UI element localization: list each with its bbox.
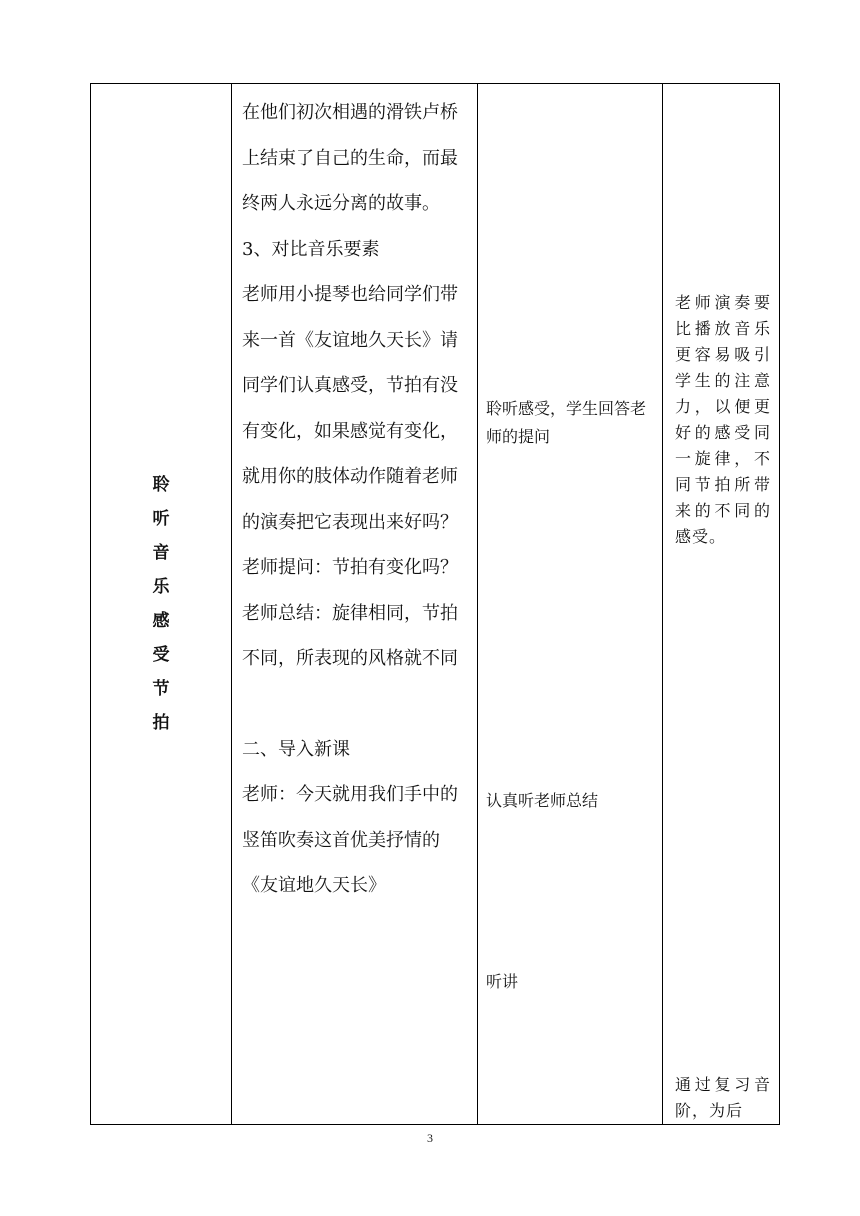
lesson-plan-table (90, 83, 780, 1125)
design-intent-cell (663, 84, 780, 1125)
page-number: 3 (427, 1131, 433, 1145)
teacher-summary: 老师总结：旋律相同，节拍不同，所表现的风格就不同 (242, 602, 458, 669)
teacher-heading-compare: 3、对比音乐要素 (242, 238, 380, 260)
student-listen-answer: 聆听感受，学生回答老师的提问 (486, 399, 647, 446)
table-row (91, 84, 780, 1125)
intent-violin-performance: 老师演奏要比播放音乐更容易吸引学生的注意力，以便更好的感受同一旋律，不同节拍所带来的不同的感受。 (675, 293, 771, 546)
teacher-heading-new-lesson: 二、导入新课 (242, 738, 350, 760)
student-listen-summary: 认真听老师总结 (486, 791, 599, 810)
section-cell (91, 84, 232, 1125)
section-title: 聆听音乐感受节拍 (152, 475, 170, 733)
intent-review-scale: 通过复习音阶，为后 (675, 1075, 771, 1120)
spacer (242, 682, 469, 727)
student-listen-lecture: 听讲 (486, 972, 519, 991)
teacher-text-violin: 老师用小提琴也给同学们带来一首《友谊地久天长》请同学们认真感受，节拍有没有变化，如果感觉有变化，就用你的肢体动作随着老师的演奏把它表现出来好吗？ (242, 284, 458, 533)
teacher-text-recorder: 老师：今天就用我们手中的竖笛吹奏这首优美抒情的《友谊地久天长》 (242, 784, 458, 896)
student-activity-cell (478, 84, 663, 1125)
teacher-activity-cell (232, 84, 478, 1125)
teacher-text-story-end: 在他们初次相遇的滑铁卢桥上结束了自己的生命，而最终两人永远分离的故事。 (242, 102, 458, 214)
teacher-question: 老师提问：节拍有变化吗？ (242, 557, 458, 578)
